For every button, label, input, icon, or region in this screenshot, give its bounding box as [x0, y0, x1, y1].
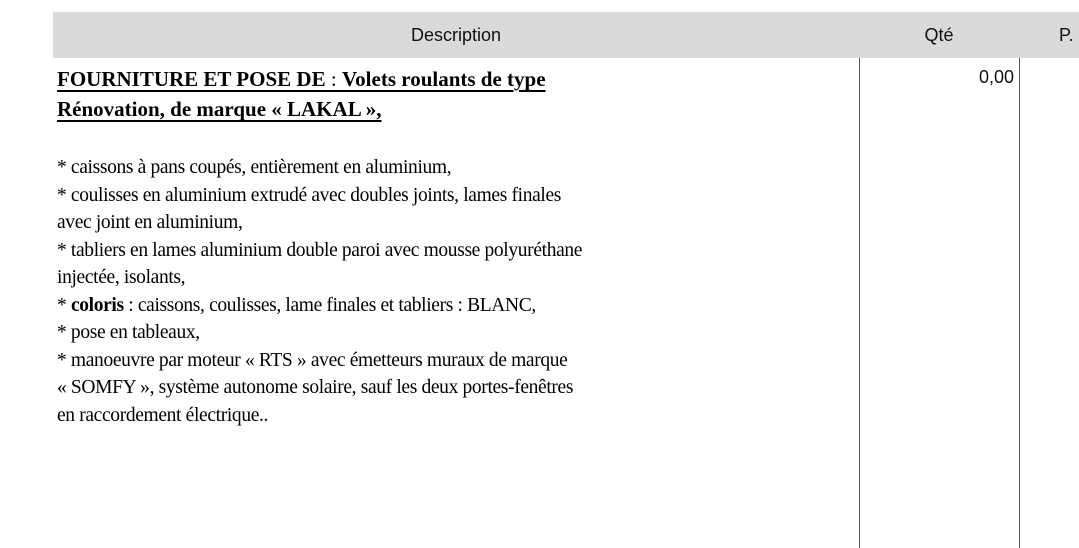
detail-line: * caissons à pans coupés, entièrement en aluminium,	[57, 157, 452, 178]
header-price: P.	[1059, 25, 1074, 45]
quote-table	[53, 12, 1079, 548]
header-description: Description	[410, 25, 502, 45]
header-quantity: Qté	[924, 25, 954, 45]
table-header	[53, 12, 1079, 58]
detail-line: * coulisses en aluminium extrudé avec doubles joints, lames finales	[57, 184, 562, 206]
detail-line: en raccordement électrique..	[57, 404, 269, 426]
quantity-value: 0,00	[978, 67, 1014, 87]
detail-line: « SOMFY », système autonome solaire, sauf les deux portes-fenêtres	[57, 377, 574, 398]
item-details	[57, 154, 853, 429]
detail-line: * tabliers en lames aluminium double paroi avec mousse polyuréthane	[57, 239, 583, 261]
item-title-line1	[57, 67, 546, 91]
description-cell	[57, 64, 853, 429]
column-divider-description	[859, 58, 860, 548]
detail-line: * pose en tableaux,	[57, 322, 200, 343]
coloris-value: : caissons, coulisses, lame finales et tabliers : BLANC,	[123, 294, 536, 316]
detail-line: * manoeuvre par moteur « RTS » avec émetteurs muraux de marque	[57, 349, 568, 371]
coloris-label: coloris	[70, 294, 124, 316]
detail-line-coloris	[57, 292, 853, 320]
title-volets: Volets roulants de type	[341, 67, 546, 91]
column-divider-quantity	[1019, 58, 1020, 548]
item-title-line2: Rénovation, de marque « LAKAL »,	[57, 97, 382, 121]
coloris-bullet: *	[57, 294, 71, 316]
item-title	[57, 64, 853, 124]
title-separator: :	[325, 67, 342, 91]
detail-line: injectée, isolants,	[57, 267, 186, 288]
detail-line: avec joint en aluminium,	[57, 212, 243, 233]
title-fourniture: FOURNITURE ET POSE DE	[57, 67, 326, 91]
